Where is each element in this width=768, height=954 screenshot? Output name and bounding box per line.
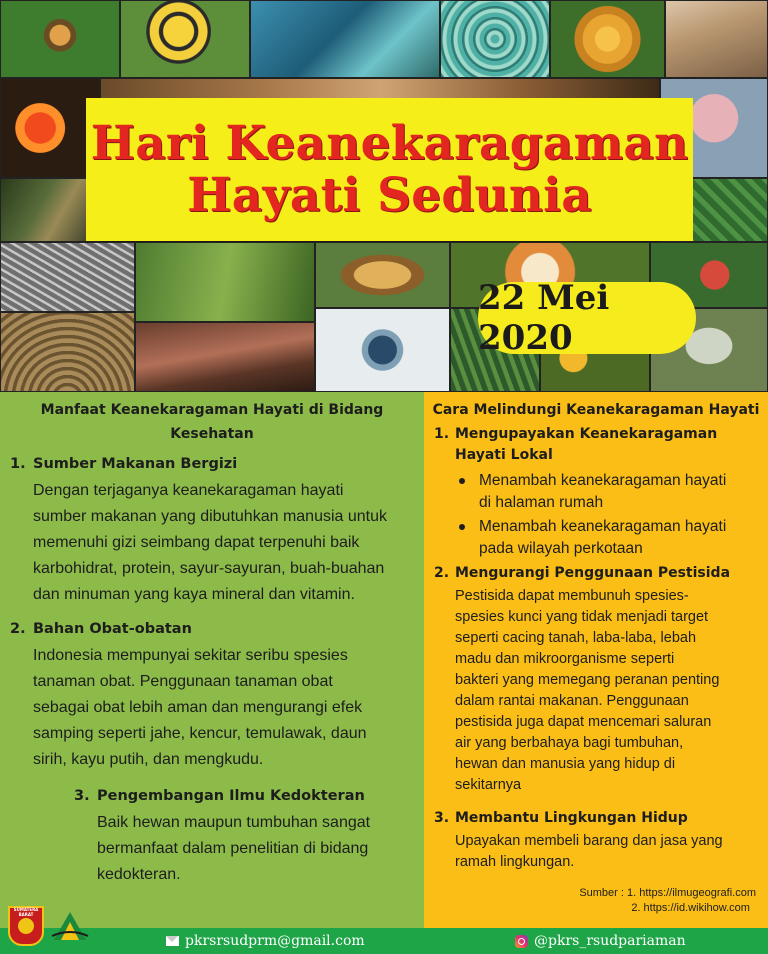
section-title: Membantu Lingkungan Hidup	[455, 810, 688, 826]
title-line-2: Hayati Sedunia	[187, 167, 592, 223]
bullet-item	[455, 516, 764, 560]
text-line: Indonesia mempunyai sekitar seribu spesies	[33, 647, 348, 664]
text-line: samping seperti jahe, kencur, temulawak, daun	[33, 725, 367, 742]
mail-icon	[166, 936, 179, 946]
section-title: Bahan Obat-obatan	[33, 621, 192, 637]
section-number: 1.	[434, 426, 450, 442]
bullet-item	[455, 470, 764, 514]
text-line: kedokteran.	[97, 866, 181, 883]
text-line: Dengan terjaganya keanekaragaman hayati	[33, 482, 344, 499]
photo-red-flower	[0, 78, 100, 178]
sources	[579, 886, 756, 916]
footer-instagram[interactable]	[515, 932, 686, 950]
section-number: 1.	[10, 456, 26, 472]
text-line: Pestisida dapat membunuh spesies-	[455, 588, 689, 604]
text-line: karbohidrat, protein, sayur-sayuran, buah-buahan	[33, 560, 385, 577]
text-line: sekitarnya	[455, 777, 522, 793]
province-logo	[8, 906, 44, 946]
photo-lichen	[0, 242, 135, 312]
photo-diatom	[440, 0, 550, 78]
text-line: spesies kunci yang tidak menjadi target	[455, 609, 709, 625]
text-line: dan minuman yang kaya mineral dan vitamin.	[33, 586, 355, 603]
photo-damselfly	[135, 242, 315, 322]
section-title-line-1: Mengupayakan Keanekaragaman	[455, 426, 718, 442]
protection-section-3	[434, 808, 764, 873]
text-line: pestisida juga dapat mencemari saluran	[455, 714, 712, 730]
text-line: tanaman obat. Penggunaan tanaman obat	[33, 673, 333, 690]
source-line-2: 2. https://id.wikihow.com	[631, 902, 750, 914]
province-logo-text: SUMATERA BARAT	[13, 907, 39, 917]
text-line: bakteri yang memegang peranan penting	[455, 672, 720, 688]
photo-desert-plant	[665, 0, 768, 78]
source-line-1: Sumber : 1. https://ilmugeografi.com	[579, 887, 756, 899]
bullet-line: di halaman rumah	[479, 494, 604, 511]
text-line: hewan dan manusia yang hidup di	[455, 756, 676, 772]
text-line: memenuhi gizi seimbang dapat terpenuhi baik	[33, 534, 360, 551]
section-title: Mengurangi Penggunaan Pestisida	[455, 565, 731, 581]
text-line: ramah lingkungan.	[455, 854, 575, 870]
section-number: 3.	[434, 810, 450, 826]
protection-section-2	[434, 563, 764, 796]
bullet-line: Menambah keanekaragaman hayati	[479, 472, 727, 489]
bullet-line: Menambah keanekaragaman hayati	[479, 518, 727, 535]
panel-protection-methods	[424, 392, 768, 928]
protection-heading: Cara Melindungi Keanekaragaman Hayati	[432, 402, 760, 418]
text-line: Upayakan membeli barang dan jasa yang	[455, 833, 723, 849]
text-line: dalam rantai makanan. Penggunaan	[455, 693, 689, 709]
text-line: sumber makanan yang dibutuhkan manusia untuk	[33, 508, 387, 525]
section-number: 2.	[10, 621, 26, 637]
section-title-line-2: Hayati Lokal	[455, 447, 553, 463]
section-title: Pengembangan Ilmu Kedokteran	[97, 788, 365, 804]
health-heading	[0, 398, 424, 446]
health-section-3	[74, 785, 414, 888]
footer-email[interactable]	[166, 932, 365, 950]
text-line: seperti cacing tanah, laba-laba, lebah	[455, 630, 697, 646]
protection-section-1	[434, 424, 764, 562]
date-badge: 22 Mei 2020	[478, 282, 696, 354]
panel-health-benefits	[0, 392, 424, 928]
photo-collage	[0, 0, 768, 392]
hospital-logo	[50, 906, 90, 944]
photo-snail	[120, 0, 250, 78]
photo-mushroom	[0, 312, 135, 392]
photo-snake-small	[0, 178, 100, 242]
health-heading-line-2: Kesehatan	[170, 426, 254, 442]
text-line: madu dan mikroorganisme seperti	[455, 651, 675, 667]
photo-spider	[0, 0, 120, 78]
photo-wasp	[315, 308, 450, 392]
text-line: sirih, kayu putih, dan mengkudu.	[33, 751, 264, 768]
instagram-icon	[515, 935, 528, 948]
text-line: Baik hewan maupun tumbuhan sangat	[97, 814, 371, 831]
section-number: 3.	[74, 788, 90, 804]
text-line: air yang berbahaya bagi tumbuhan,	[455, 735, 684, 751]
photo-caterpillar	[315, 242, 450, 308]
photo-rose	[550, 0, 665, 78]
section-number: 2.	[434, 565, 450, 581]
email-text: pkrsrsudprm@gmail.com	[185, 933, 365, 949]
text-line: sebagai obat lebih aman dan mengurangi efek	[33, 699, 363, 716]
photo-viper	[135, 322, 315, 392]
section-title: Sumber Makanan Bergizi	[33, 456, 238, 472]
text-line: bermanfaat dalam penelitian di bidang	[97, 840, 369, 857]
photo-sea-turtle	[250, 0, 440, 78]
health-heading-line-1: Manfaat Keanekaragaman Hayati di Bidang	[40, 402, 384, 418]
bullet-line: pada wilayah perkotaan	[479, 540, 643, 557]
footer	[0, 928, 768, 954]
title-banner	[86, 98, 693, 241]
title-line-1: Hari Keanekaragaman	[90, 115, 689, 171]
health-section-2	[10, 618, 420, 773]
instagram-text: @pkrs_rsudpariaman	[534, 933, 686, 949]
health-section-1	[10, 453, 420, 608]
